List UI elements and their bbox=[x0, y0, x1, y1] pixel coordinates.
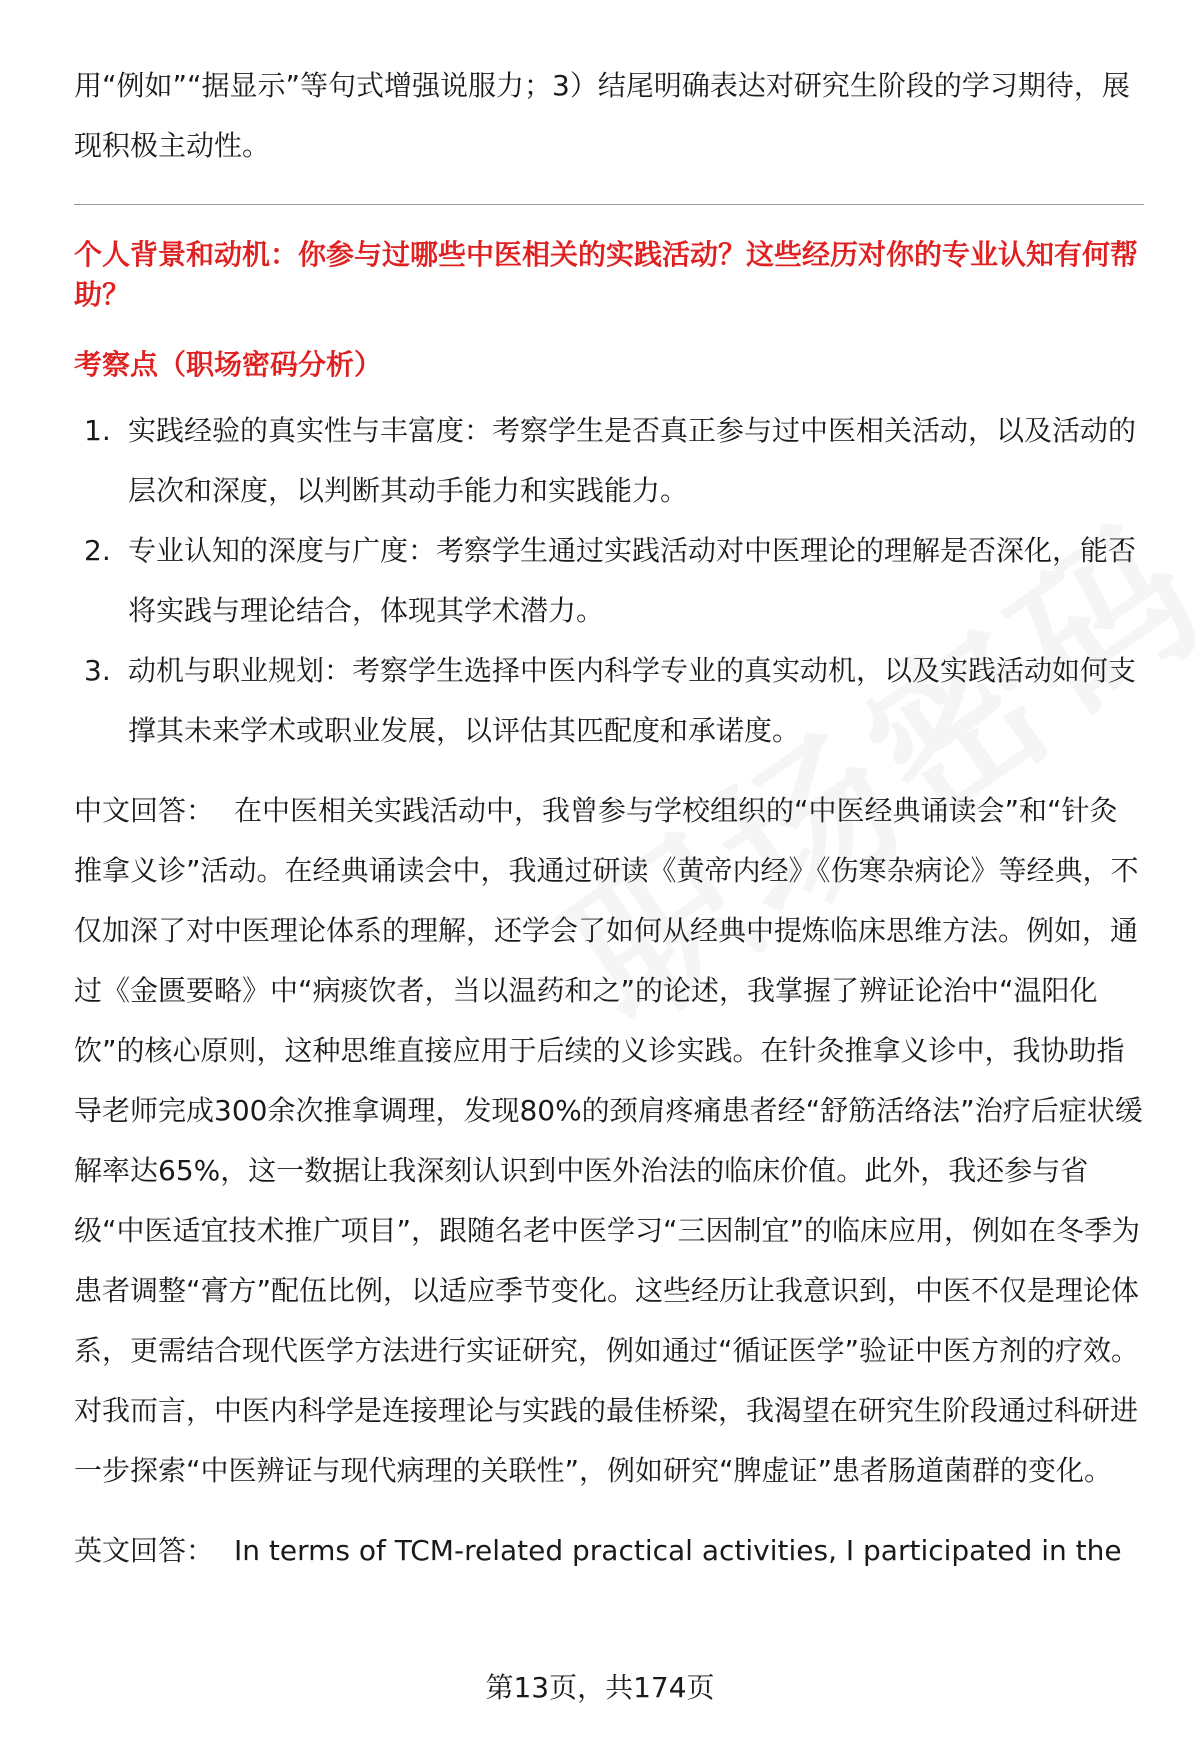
english-answer bbox=[74, 1521, 1144, 1581]
question-title: 个人背景和动机：你参与过哪些中医相关的实践活动？这些经历对你的专业认知有何帮助？ bbox=[74, 238, 1139, 311]
analysis-item-text: 专业认知的深度与广度：考察学生通过实践活动对中医理论的理解是否深化，能否将实践与理论结合，体现其学术潜力。 bbox=[128, 534, 1137, 627]
chinese-answer-text: 在中医相关实践活动中，我曾参与学校组织的“中医经典诵读会”和“针灸推拿义诊”活动。在经典诵读会中，我通过研读《黄帝内经》《伤寒杂病论》等经典，不仅加深了对中医理论体系的理解，还学会了如何从经典中提炼临床思维方法。例如，通过《金匮要略》中“病痰饮者，当以温药和之”的论述，我掌握了辨证论治中“温阳化饮”的核心原则，这种思维直接应用于后续的义诊实践。在针灸推拿义诊中，我协助指导老师完成300余次推拿调理，发现80%的颈肩疼痛患者经“舒筋活络法”治疗后症状缓解率达65%，这一数据让我深刻认识到中医外治法的临床价值。此外，我还参与省级“中医适宜技术推广项目”，跟随名老中医学习“三因制宜”的临床应用，例如在冬季为患者调整“膏方”配伍比例，以适应季节变化。这些经历让我意识到，中医不仅是理论体系，更需结合现代医学方法进行实证研究，例如通过“循证医学”验证中医方剂的疗效。对我而言，中医内科学是连接理论与实践的最佳桥梁，我渴望在研究生阶段通过科研进一步探索“中医辨证与现代病理的关联性”，例如研究“脾虚证”患者肠道菌群的变化。 bbox=[74, 794, 1143, 1487]
analysis-item-number: 3. bbox=[84, 654, 111, 687]
english-answer-text: In terms of TCM-related practical activities, I participated in the bbox=[234, 1534, 1122, 1567]
analysis-item-text: 动机与职业规划：考察学生选择中医内科学专业的真实动机，以及实践活动如何支撑其未来学术或职业发展，以评估其匹配度和承诺度。 bbox=[128, 654, 1137, 747]
intro-paragraph: 用“例如”“据显示”等句式增强说服力；3）结尾明确表达对研究生阶段的学习期待，展现积极主动性。 bbox=[74, 69, 1130, 162]
section-divider bbox=[74, 204, 1144, 205]
analysis-item-2 bbox=[74, 521, 1144, 641]
analysis-item-1 bbox=[74, 401, 1144, 521]
analysis-list bbox=[74, 401, 1144, 761]
chinese-answer bbox=[74, 781, 1144, 1501]
analysis-item-number: 2. bbox=[84, 534, 111, 567]
analysis-item-3 bbox=[74, 641, 1144, 761]
analysis-heading: 考察点（职场密码分析） bbox=[74, 348, 383, 381]
analysis-item-text: 实践经验的真实性与丰富度：考察学生是否真正参与过中医相关活动，以及活动的层次和深度，以判断其动手能力和实践能力。 bbox=[128, 414, 1137, 507]
chinese-answer-label: 中文回答： bbox=[74, 794, 215, 827]
analysis-item-number: 1. bbox=[84, 414, 111, 447]
page-number: 第13页，共174页 bbox=[485, 1671, 715, 1704]
document-body bbox=[74, 56, 1144, 1581]
english-answer-label: 英文回答： bbox=[74, 1534, 215, 1567]
